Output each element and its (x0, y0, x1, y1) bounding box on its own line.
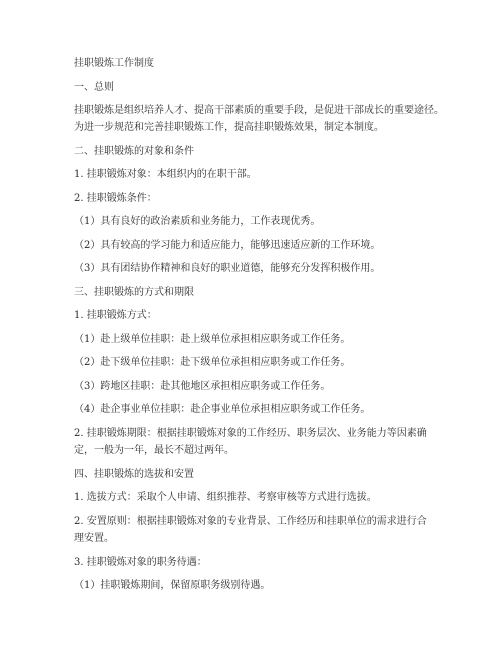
paragraph-line: （1）赴上级单位挂职：赴上级单位承担相应职务或工作任务。 (74, 334, 351, 345)
paragraph-line: （1）挂职锻炼期间，保留原职务级别待遇。 (74, 580, 271, 591)
paragraph-line: 定，一般为一年，最长不超过两年。 (74, 445, 234, 456)
paragraph-line: 1. 选拔方式：采取个人申请、组织推荐、考察审核等方式进行选拔。 (74, 492, 377, 503)
section-heading: 三、挂职锻炼的方式和期限 (74, 287, 194, 298)
paragraph-line: （2）具有较高的学习能力和适应能力，能够迅速适应新的工作环境。 (74, 240, 381, 251)
paragraph-line: （4）赴企事业单位挂职：赴企事业单位承担相应职务或工作任务。 (74, 404, 371, 415)
paragraph-line: 1. 挂职锻炼方式： (74, 310, 157, 321)
document-title: 挂职锻炼工作制度 (74, 58, 154, 69)
paragraph-line: （1）具有良好的政治素质和业务能力，工作表现优秀。 (74, 216, 321, 227)
paragraph-line: 2. 安置原则：根据挂职锻炼对象的专业背景、工作经历和挂职单位的需求进行合 (74, 516, 427, 527)
paragraph-line: 挂职锻炼是组织培养人才、提高干部素质的重要手段，是促进干部成长的重要途径。 (74, 105, 444, 116)
section-heading: 四、挂职锻炼的选拔和安置 (74, 469, 194, 480)
paragraph-line: （3）跨地区挂职：赴其他地区承担相应职务或工作任务。 (74, 381, 331, 392)
paragraph-line: （3）具有团结协作精神和良好的职业道德，能够充分发挥积极作用。 (74, 263, 381, 274)
paragraph-line: 1. 挂职锻炼对象：本组织内的在职干部。 (74, 169, 257, 180)
paragraph-line: 理安置。 (74, 533, 114, 544)
paragraph-line: 2. 挂职锻炼期限：根据挂职锻炼对象的工作经历、职务层次、业务能力等因素确 (74, 428, 427, 439)
paragraph-line: 3. 挂职锻炼对象的职务待遇： (74, 557, 207, 568)
paragraph-line: 为进一步规范和完善挂职锻炼工作，提高挂职锻炼效果，制定本制度。 (74, 122, 384, 133)
paragraph-line: （2）赴下级单位挂职：赴下级单位承担相应职务或工作任务。 (74, 357, 351, 368)
paragraph-line: 2. 挂职锻炼条件： (74, 193, 157, 204)
section-heading: 一、总则 (74, 82, 114, 93)
section-heading: 二、挂职锻炼的对象和条件 (74, 146, 194, 157)
